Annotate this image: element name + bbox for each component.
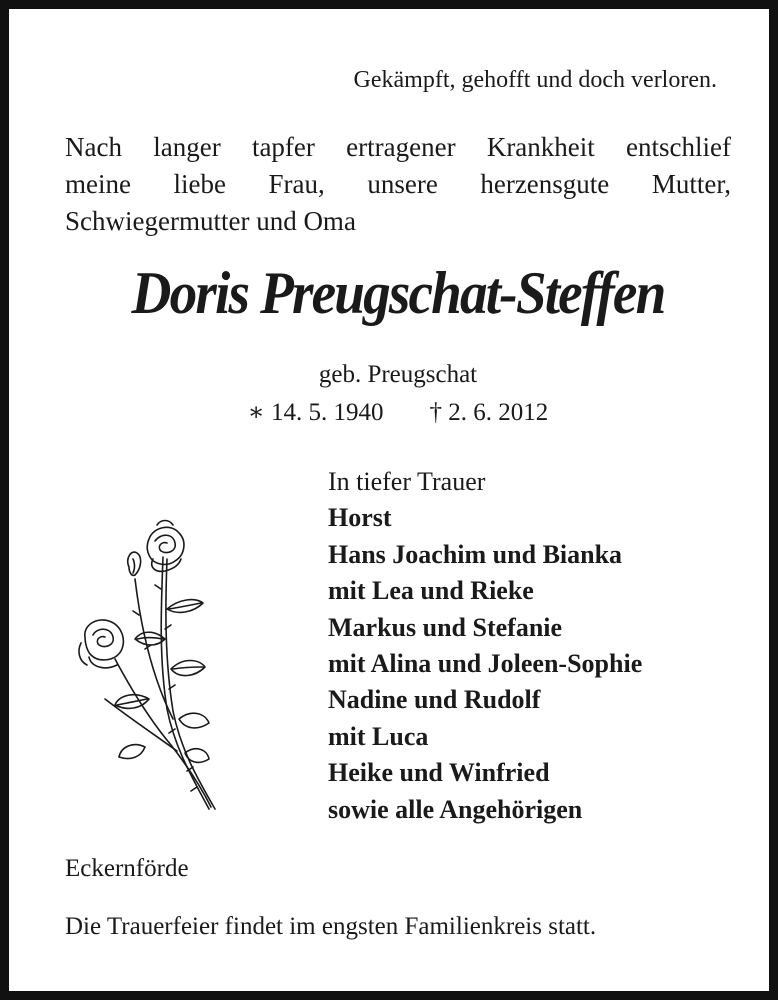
mourner-entry: Markus und Stefanie (328, 612, 563, 642)
life-dates (9, 397, 778, 427)
birth-name: geb. Preugschat (318, 361, 478, 388)
mourner-entry: sowie alle Angehörigen (328, 794, 583, 824)
mourner-entry: Hans Joachim und Bianka (328, 539, 623, 569)
deceased-name: Doris Preugschat-Steffen (131, 260, 665, 326)
intro-line: meine liebe Frau, unsere herzensgute Mutter, (65, 169, 731, 199)
death-date: † 2. 6. 2012 (429, 399, 549, 426)
roses-illustration-icon (75, 519, 225, 819)
funeral-notice: Die Trauerfeier findet im engsten Familienkreis statt. (65, 913, 597, 940)
mourner-entry: Horst (328, 503, 392, 533)
mourner-entry: Nadine und Rudolf (328, 685, 541, 715)
intro-text (65, 129, 731, 240)
intro-line: Nach langer tapfer ertragener Krankheit entschlief (65, 132, 731, 162)
birth-date: ∗ 14. 5. 1940 (247, 399, 384, 426)
mourner-entry: mit Luca (328, 721, 429, 751)
mourners-list (328, 464, 642, 828)
intro-line: Schwiegermutter und Oma (65, 206, 356, 236)
place: Eckernförde (65, 855, 189, 882)
motto: Gekämpft, gehofft und doch verloren. (353, 67, 717, 93)
mourning-lead: In tiefer Trauer (328, 467, 486, 496)
mourner-entry: mit Alina und Joleen-Sophie (328, 649, 643, 679)
mourner-entry: Heike und Winfried (328, 758, 550, 788)
mourner-entry: mit Lea und Rieke (328, 576, 534, 606)
